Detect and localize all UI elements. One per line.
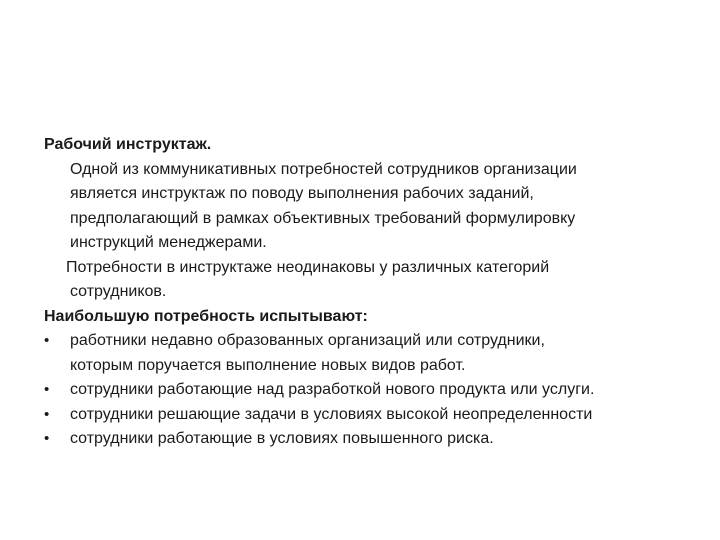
- list-item-line: работники недавно образованных организаций или сотрудники,: [70, 332, 545, 349]
- list-item: [44, 403, 704, 428]
- paragraph-line: является инструктаж по поводу выполнения рабочих заданий,: [70, 185, 534, 202]
- list-item-line: сотрудники решающие задачи в условиях высокой неопределенности: [70, 405, 593, 423]
- slide-heading: Рабочий инструктаж.: [44, 136, 212, 153]
- paragraph-categories: [44, 256, 704, 305]
- list-item: [44, 427, 704, 452]
- bullet-list: [44, 329, 704, 452]
- bullet-icon: •: [44, 430, 50, 447]
- paragraph-line: предполагающий в рамках объективных требований формулировку: [70, 209, 576, 227]
- list-item-line: сотрудники работающие над разработкой нового продукта или услуги.: [70, 381, 595, 398]
- list-item-line: которым поручается выполнение новых видов работ.: [70, 356, 466, 374]
- slide-content: [44, 133, 704, 452]
- list-item: [44, 378, 704, 403]
- list-heading: Наибольшую потребность испытывают:: [44, 307, 368, 325]
- paragraph-instruction-need: [44, 158, 704, 256]
- paragraph-line: инструкций менеджерами.: [70, 234, 267, 251]
- bullet-icon: •: [44, 405, 50, 423]
- paragraph-line: Потребности в инструктаже неодинаковы у различных категорий: [66, 258, 550, 276]
- list-item: [44, 329, 704, 378]
- paragraph-line: сотрудников.: [70, 283, 167, 300]
- paragraph-line: Одной из коммуникативных потребностей сотрудников организации: [70, 160, 577, 178]
- list-item-line: сотрудники работающие в условиях повышенного риска.: [70, 430, 494, 447]
- bullet-icon: •: [44, 381, 50, 398]
- bullet-icon: •: [44, 332, 50, 349]
